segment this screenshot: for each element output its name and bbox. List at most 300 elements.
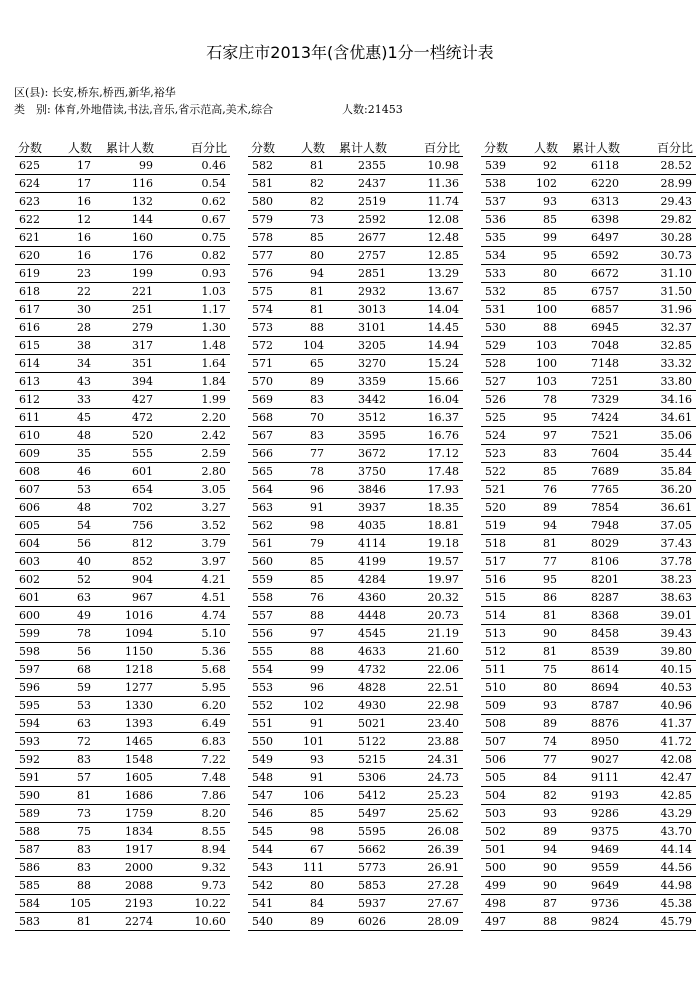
percent-cell: 15.24 (390, 355, 463, 373)
cumulative-cell: 8694 (561, 679, 623, 697)
score-cell: 559 (248, 571, 286, 589)
percent-cell: 26.91 (390, 859, 463, 877)
score-cell: 567 (248, 427, 286, 445)
table-row (481, 787, 696, 805)
score-cell: 622 (15, 211, 53, 229)
table-row (481, 733, 696, 751)
table-row (15, 841, 230, 859)
count-cell: 81 (519, 535, 561, 553)
score-cell: 564 (248, 481, 286, 499)
percent-cell: 12.85 (390, 247, 463, 265)
cumulative-cell: 1277 (95, 679, 157, 697)
table-row (481, 895, 696, 913)
count-cell: 100 (519, 355, 561, 373)
cumulative-cell: 9469 (561, 841, 623, 859)
score-cell: 562 (248, 517, 286, 535)
count-cell: 83 (286, 391, 328, 409)
score-cell: 591 (15, 769, 53, 787)
cumulative-cell: 3359 (328, 373, 390, 391)
cumulative-cell: 4035 (328, 517, 390, 535)
score-cell: 505 (481, 769, 519, 787)
table-row (15, 607, 230, 625)
percent-cell: 1.99 (157, 391, 230, 409)
cumulative-cell: 317 (95, 337, 157, 355)
score-cell: 563 (248, 499, 286, 517)
score-cell: 504 (481, 787, 519, 805)
table-row (481, 391, 696, 409)
count-cell: 17 (53, 175, 95, 193)
table-row (15, 283, 230, 301)
count-cell: 72 (53, 733, 95, 751)
count-cell: 93 (286, 751, 328, 769)
cumulative-cell: 5937 (328, 895, 390, 913)
percent-cell: 12.48 (390, 229, 463, 247)
count-cell: 23 (53, 265, 95, 283)
cumulative-cell: 116 (95, 175, 157, 193)
percent-cell: 6.20 (157, 697, 230, 715)
percent-cell: 35.44 (623, 445, 696, 463)
score-cell: 612 (15, 391, 53, 409)
score-cell: 538 (481, 175, 519, 193)
cumulative-cell: 967 (95, 589, 157, 607)
count-cell: 63 (53, 589, 95, 607)
table-row (248, 499, 463, 517)
score-table-block-3 (481, 138, 696, 931)
count-cell: 49 (53, 607, 95, 625)
percent-cell: 2.80 (157, 463, 230, 481)
table-row (15, 499, 230, 517)
table-row (481, 661, 696, 679)
table-row (481, 643, 696, 661)
count-cell: 89 (286, 373, 328, 391)
table-row (248, 445, 463, 463)
cumulative-cell: 5595 (328, 823, 390, 841)
table-row (481, 481, 696, 499)
score-cell: 545 (248, 823, 286, 841)
score-cell: 573 (248, 319, 286, 337)
count-cell: 88 (286, 607, 328, 625)
cumulative-cell: 1218 (95, 661, 157, 679)
cumulative-cell: 4199 (328, 553, 390, 571)
score-cell: 543 (248, 859, 286, 877)
count-cell: 105 (53, 895, 95, 913)
count-cell: 85 (286, 229, 328, 247)
count-cell: 81 (519, 643, 561, 661)
percent-cell: 38.23 (623, 571, 696, 589)
cumulative-cell: 6757 (561, 283, 623, 301)
cumulative-cell: 3512 (328, 409, 390, 427)
count-cell: 93 (519, 697, 561, 715)
percent-cell: 30.73 (623, 247, 696, 265)
percent-cell: 39.01 (623, 607, 696, 625)
header-cumulative: 累计人数 (95, 138, 157, 157)
percent-cell: 1.64 (157, 355, 230, 373)
percent-cell: 17.12 (390, 445, 463, 463)
score-cell: 501 (481, 841, 519, 859)
percent-cell: 7.48 (157, 769, 230, 787)
count-cell: 33 (53, 391, 95, 409)
count-cell: 81 (286, 157, 328, 175)
score-cell: 555 (248, 643, 286, 661)
table-row (481, 283, 696, 301)
cumulative-cell: 99 (95, 157, 157, 175)
table-row (481, 805, 696, 823)
count-cell: 111 (286, 859, 328, 877)
percent-cell: 17.48 (390, 463, 463, 481)
table-row (481, 499, 696, 517)
percent-cell: 7.86 (157, 787, 230, 805)
count-cell: 87 (519, 895, 561, 913)
percent-cell: 7.22 (157, 751, 230, 769)
table-row (248, 715, 463, 733)
count-cell: 77 (286, 445, 328, 463)
score-cell: 516 (481, 571, 519, 589)
score-cell: 578 (248, 229, 286, 247)
percent-cell: 12.08 (390, 211, 463, 229)
header-percent: 百分比 (157, 138, 230, 157)
percent-cell: 22.51 (390, 679, 463, 697)
percent-cell: 33.80 (623, 373, 696, 391)
percent-cell: 21.60 (390, 643, 463, 661)
score-cell: 623 (15, 193, 53, 211)
cumulative-cell: 2274 (95, 913, 157, 931)
score-cell: 537 (481, 193, 519, 211)
percent-cell: 5.95 (157, 679, 230, 697)
score-cell: 525 (481, 409, 519, 427)
percent-cell: 22.06 (390, 661, 463, 679)
count-cell: 53 (53, 481, 95, 499)
score-table-block-1 (15, 138, 230, 931)
table-row (481, 445, 696, 463)
percent-cell: 26.08 (390, 823, 463, 841)
cumulative-cell: 1759 (95, 805, 157, 823)
score-cell: 599 (15, 625, 53, 643)
percent-cell: 36.61 (623, 499, 696, 517)
count-cell: 103 (519, 337, 561, 355)
count-cell: 99 (286, 661, 328, 679)
score-cell: 560 (248, 553, 286, 571)
count-cell: 89 (519, 715, 561, 733)
table-row (248, 427, 463, 445)
percent-cell: 0.93 (157, 265, 230, 283)
percent-cell: 44.56 (623, 859, 696, 877)
table-row (15, 733, 230, 751)
table-row (248, 553, 463, 571)
score-cell: 603 (15, 553, 53, 571)
cumulative-cell: 3270 (328, 355, 390, 373)
percent-cell: 16.04 (390, 391, 463, 409)
score-table (15, 138, 230, 931)
cumulative-cell: 1834 (95, 823, 157, 841)
score-cell: 610 (15, 427, 53, 445)
percent-cell: 30.28 (623, 229, 696, 247)
table-row (481, 535, 696, 553)
count-cell: 78 (519, 391, 561, 409)
percent-cell: 40.53 (623, 679, 696, 697)
cumulative-cell: 1016 (95, 607, 157, 625)
cumulative-cell: 2592 (328, 211, 390, 229)
percent-cell: 27.67 (390, 895, 463, 913)
score-cell: 617 (15, 301, 53, 319)
cumulative-cell: 1150 (95, 643, 157, 661)
score-cell: 529 (481, 337, 519, 355)
cumulative-cell: 8458 (561, 625, 623, 643)
score-cell: 500 (481, 859, 519, 877)
header-cumulative: 累计人数 (561, 138, 623, 157)
table-row (481, 157, 696, 175)
score-cell: 514 (481, 607, 519, 625)
table-row (15, 877, 230, 895)
cumulative-cell: 904 (95, 571, 157, 589)
percent-cell: 9.32 (157, 859, 230, 877)
count-cell: 83 (53, 859, 95, 877)
table-row (15, 787, 230, 805)
cumulative-cell: 7251 (561, 373, 623, 391)
cumulative-cell: 1917 (95, 841, 157, 859)
score-cell: 551 (248, 715, 286, 733)
count-cell: 95 (519, 409, 561, 427)
score-cell: 588 (15, 823, 53, 841)
count-cell: 92 (519, 157, 561, 175)
percent-cell: 26.39 (390, 841, 463, 859)
percent-cell: 44.98 (623, 877, 696, 895)
percent-cell: 36.20 (623, 481, 696, 499)
percent-cell: 0.62 (157, 193, 230, 211)
score-cell: 590 (15, 787, 53, 805)
score-cell: 582 (248, 157, 286, 175)
table-row (481, 607, 696, 625)
count-cell: 96 (286, 679, 328, 697)
table-row (15, 895, 230, 913)
table-row (248, 751, 463, 769)
score-cell: 502 (481, 823, 519, 841)
score-cell: 565 (248, 463, 286, 481)
score-cell: 532 (481, 283, 519, 301)
count-cell: 82 (286, 193, 328, 211)
table-row (15, 319, 230, 337)
cumulative-cell: 9736 (561, 895, 623, 913)
table-row (481, 553, 696, 571)
percent-cell: 41.37 (623, 715, 696, 733)
table-row (481, 409, 696, 427)
score-cell: 572 (248, 337, 286, 355)
percent-cell: 5.36 (157, 643, 230, 661)
cumulative-cell: 6398 (561, 211, 623, 229)
cumulative-cell: 7689 (561, 463, 623, 481)
cumulative-cell: 520 (95, 427, 157, 445)
score-cell: 544 (248, 841, 286, 859)
cumulative-cell: 8287 (561, 589, 623, 607)
table-row (248, 193, 463, 211)
count-cell: 28 (53, 319, 95, 337)
cumulative-cell: 7424 (561, 409, 623, 427)
score-cell: 533 (481, 265, 519, 283)
count-cell: 83 (519, 445, 561, 463)
table-row (248, 355, 463, 373)
percent-cell: 1.48 (157, 337, 230, 355)
table-row (248, 697, 463, 715)
percent-cell: 32.37 (623, 319, 696, 337)
percent-cell: 40.96 (623, 697, 696, 715)
count-cell: 89 (519, 499, 561, 517)
cumulative-cell: 427 (95, 391, 157, 409)
cumulative-cell: 852 (95, 553, 157, 571)
score-cell: 598 (15, 643, 53, 661)
count-cell: 75 (53, 823, 95, 841)
score-cell: 535 (481, 229, 519, 247)
count-cell: 75 (519, 661, 561, 679)
table-row (15, 427, 230, 445)
score-cell: 524 (481, 427, 519, 445)
percent-cell: 29.82 (623, 211, 696, 229)
table-row (481, 859, 696, 877)
percent-cell: 2.59 (157, 445, 230, 463)
cumulative-cell: 9649 (561, 877, 623, 895)
table-row (481, 175, 696, 193)
score-cell: 594 (15, 715, 53, 733)
table-row (248, 265, 463, 283)
table-row (15, 355, 230, 373)
count-cell: 59 (53, 679, 95, 697)
score-cell: 574 (248, 301, 286, 319)
table-row (248, 679, 463, 697)
score-cell: 620 (15, 247, 53, 265)
table-row (248, 481, 463, 499)
count-cell: 83 (53, 841, 95, 859)
cumulative-cell: 1686 (95, 787, 157, 805)
table-row (248, 769, 463, 787)
table-row (248, 517, 463, 535)
cumulative-cell: 3937 (328, 499, 390, 517)
table-row (481, 517, 696, 535)
table-row (15, 247, 230, 265)
cumulative-cell: 6313 (561, 193, 623, 211)
percent-cell: 20.73 (390, 607, 463, 625)
score-cell: 596 (15, 679, 53, 697)
table-row (15, 481, 230, 499)
score-table (481, 138, 696, 931)
count-cell: 97 (286, 625, 328, 643)
count-cell: 88 (519, 913, 561, 931)
table-row (15, 625, 230, 643)
cumulative-cell: 7854 (561, 499, 623, 517)
cumulative-cell: 6945 (561, 319, 623, 337)
table-row (481, 463, 696, 481)
percent-cell: 10.60 (157, 913, 230, 931)
percent-cell: 31.10 (623, 265, 696, 283)
score-table-block-2 (248, 138, 463, 931)
table-row (481, 337, 696, 355)
count-cell: 16 (53, 193, 95, 211)
count-cell: 16 (53, 247, 95, 265)
score-cell: 522 (481, 463, 519, 481)
cumulative-cell: 144 (95, 211, 157, 229)
percent-cell: 37.43 (623, 535, 696, 553)
cumulative-cell: 176 (95, 247, 157, 265)
score-cell: 556 (248, 625, 286, 643)
count-cell: 103 (519, 373, 561, 391)
score-cell: 528 (481, 355, 519, 373)
score-cell: 576 (248, 265, 286, 283)
cumulative-cell: 7948 (561, 517, 623, 535)
percent-cell: 22.98 (390, 697, 463, 715)
cumulative-cell: 6592 (561, 247, 623, 265)
table-row (15, 445, 230, 463)
count-cell: 70 (286, 409, 328, 427)
count-cell: 81 (286, 301, 328, 319)
percent-cell: 29.43 (623, 193, 696, 211)
score-cell: 585 (15, 877, 53, 895)
percent-cell: 19.97 (390, 571, 463, 589)
cumulative-cell: 4633 (328, 643, 390, 661)
percent-cell: 20.32 (390, 589, 463, 607)
table-row (15, 301, 230, 319)
score-cell: 606 (15, 499, 53, 517)
table-row (15, 463, 230, 481)
score-cell: 584 (15, 895, 53, 913)
count-cell: 53 (53, 697, 95, 715)
percent-cell: 23.88 (390, 733, 463, 751)
cumulative-cell: 6026 (328, 913, 390, 931)
score-cell: 517 (481, 553, 519, 571)
count-cell: 95 (519, 571, 561, 589)
percent-cell: 31.96 (623, 301, 696, 319)
percent-cell: 43.70 (623, 823, 696, 841)
table-row (15, 697, 230, 715)
score-cell: 557 (248, 607, 286, 625)
count-cell: 90 (519, 859, 561, 877)
percent-cell: 27.28 (390, 877, 463, 895)
count-cell: 78 (286, 463, 328, 481)
score-cell: 611 (15, 409, 53, 427)
score-cell: 619 (15, 265, 53, 283)
count-cell: 48 (53, 427, 95, 445)
table-row (15, 913, 230, 931)
score-cell: 534 (481, 247, 519, 265)
cumulative-cell: 8876 (561, 715, 623, 733)
score-cell: 566 (248, 445, 286, 463)
cumulative-cell: 8029 (561, 535, 623, 553)
table-row (15, 535, 230, 553)
percent-cell: 0.67 (157, 211, 230, 229)
count-cell: 100 (519, 301, 561, 319)
count-cell: 88 (519, 319, 561, 337)
count-cell: 81 (519, 607, 561, 625)
percent-cell: 16.37 (390, 409, 463, 427)
table-row (481, 319, 696, 337)
percent-cell: 2.20 (157, 409, 230, 427)
table-row (248, 607, 463, 625)
count-cell: 73 (53, 805, 95, 823)
percent-cell: 45.38 (623, 895, 696, 913)
count-cell: 81 (53, 913, 95, 931)
score-cell: 539 (481, 157, 519, 175)
percent-cell: 10.22 (157, 895, 230, 913)
count-cell: 22 (53, 283, 95, 301)
score-cell: 624 (15, 175, 53, 193)
count-cell: 90 (519, 877, 561, 895)
count-cell: 65 (286, 355, 328, 373)
percent-cell: 6.49 (157, 715, 230, 733)
count-cell: 30 (53, 301, 95, 319)
score-cell: 625 (15, 157, 53, 175)
table-row (15, 211, 230, 229)
cumulative-cell: 4284 (328, 571, 390, 589)
percent-cell: 28.52 (623, 157, 696, 175)
cumulative-cell: 3442 (328, 391, 390, 409)
table-row (15, 751, 230, 769)
cumulative-cell: 2519 (328, 193, 390, 211)
